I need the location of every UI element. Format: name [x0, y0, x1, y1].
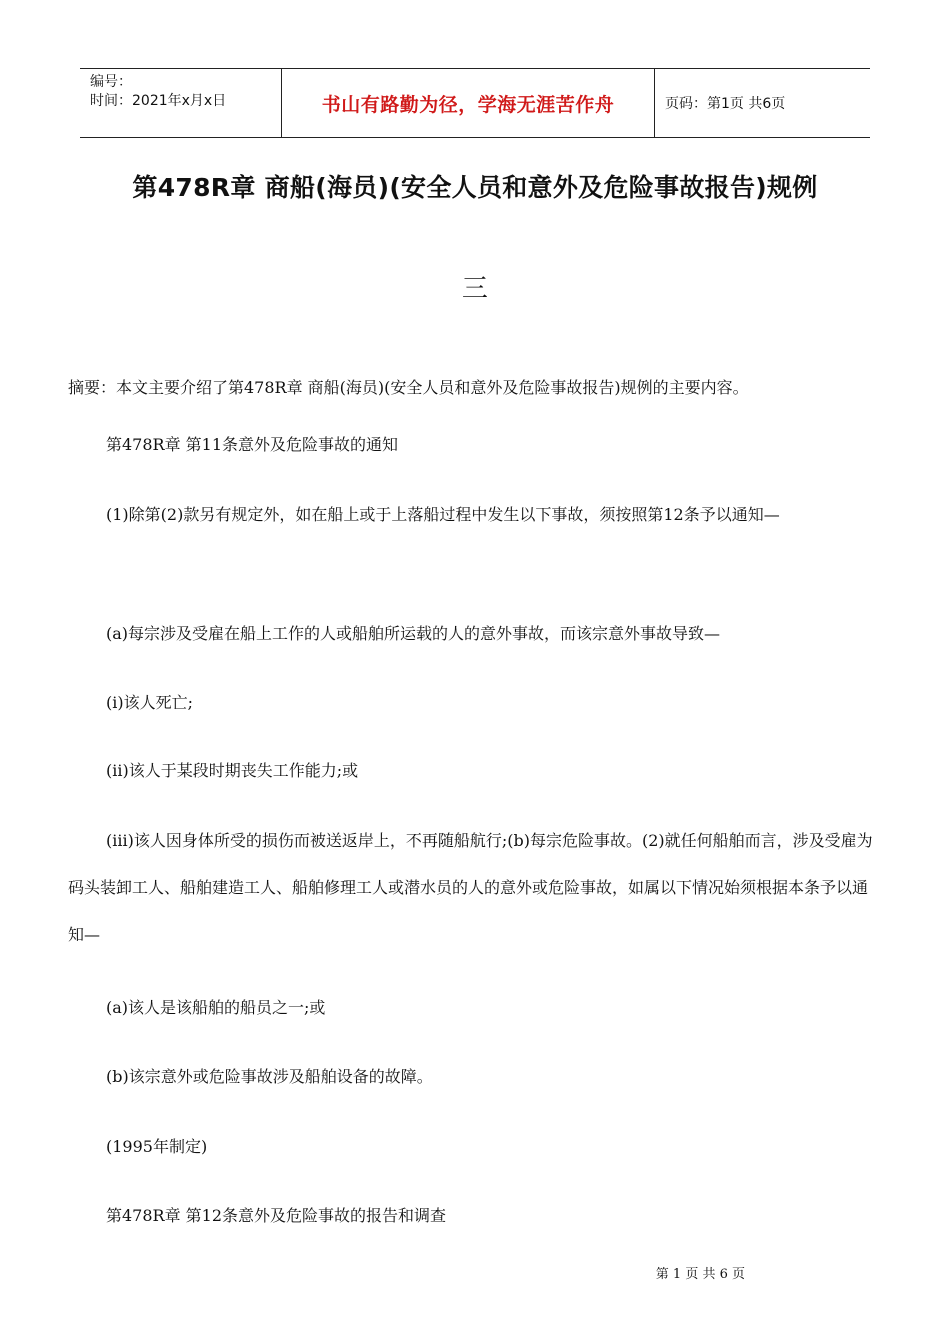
body-paragraph: (ii)该人于某段时期丧失工作能力;或: [106, 761, 359, 780]
page-footer: 第 1 页 共 6 页: [655, 1267, 745, 1282]
body-paragraph: (a)该人是该船舶的船员之一;或: [106, 998, 326, 1017]
document-title-part: 三: [461, 274, 489, 304]
time-label: 时间：2021年x月x日: [90, 93, 227, 109]
header-motto: 书山有路勤为径，学海无涯苦作舟: [321, 93, 615, 116]
document-title: 第478R章 商船(海员)(安全人员和意外及危险事故报告)规例: [132, 173, 818, 202]
body-paragraph: (1)除第(2)款另有规定外，如在船上或于上落船过程中发生以下事故，须按照第12条予以通知—: [106, 505, 780, 524]
header-meta: [80, 69, 282, 137]
body-paragraph: (1995年制定): [106, 1137, 208, 1156]
number-label: 编号：: [90, 74, 132, 90]
header-page-info: 页码：第1页 共6页: [665, 96, 786, 112]
section-heading: 第478R章 第12条意外及危险事故的报告和调查: [106, 1206, 447, 1225]
header-motto-cell: [282, 69, 655, 137]
body-paragraph: (i)该人死亡;: [106, 693, 193, 712]
body-paragraph: (a)每宗涉及受雇在船上工作的人或船舶所运载的人的意外事故，而该宗意外事故导致—: [106, 624, 721, 643]
section-heading: 第478R章 第11条意外及危险事故的通知: [106, 435, 399, 454]
abstract-paragraph: 摘要：本文主要介绍了第478R章 商船(海员)(安全人员和意外及危险事故报告)规例的主要内容。: [68, 378, 749, 397]
document-header: [80, 68, 870, 138]
body-paragraph: (b)该宗意外或危险事故涉及船舶设备的故障。: [106, 1067, 433, 1086]
body-paragraph: (iii)该人因身体所受的损伤而被送返岸上，不再随船航行;(b)每宗危险事故。(2)就任何船舶而言，涉及受雇为码头装卸工人、船舶建造工人、船舶修理工人或潜水员的人的意外或危险事故，如属以下情况始须根据本条予以通知—: [68, 831, 873, 944]
